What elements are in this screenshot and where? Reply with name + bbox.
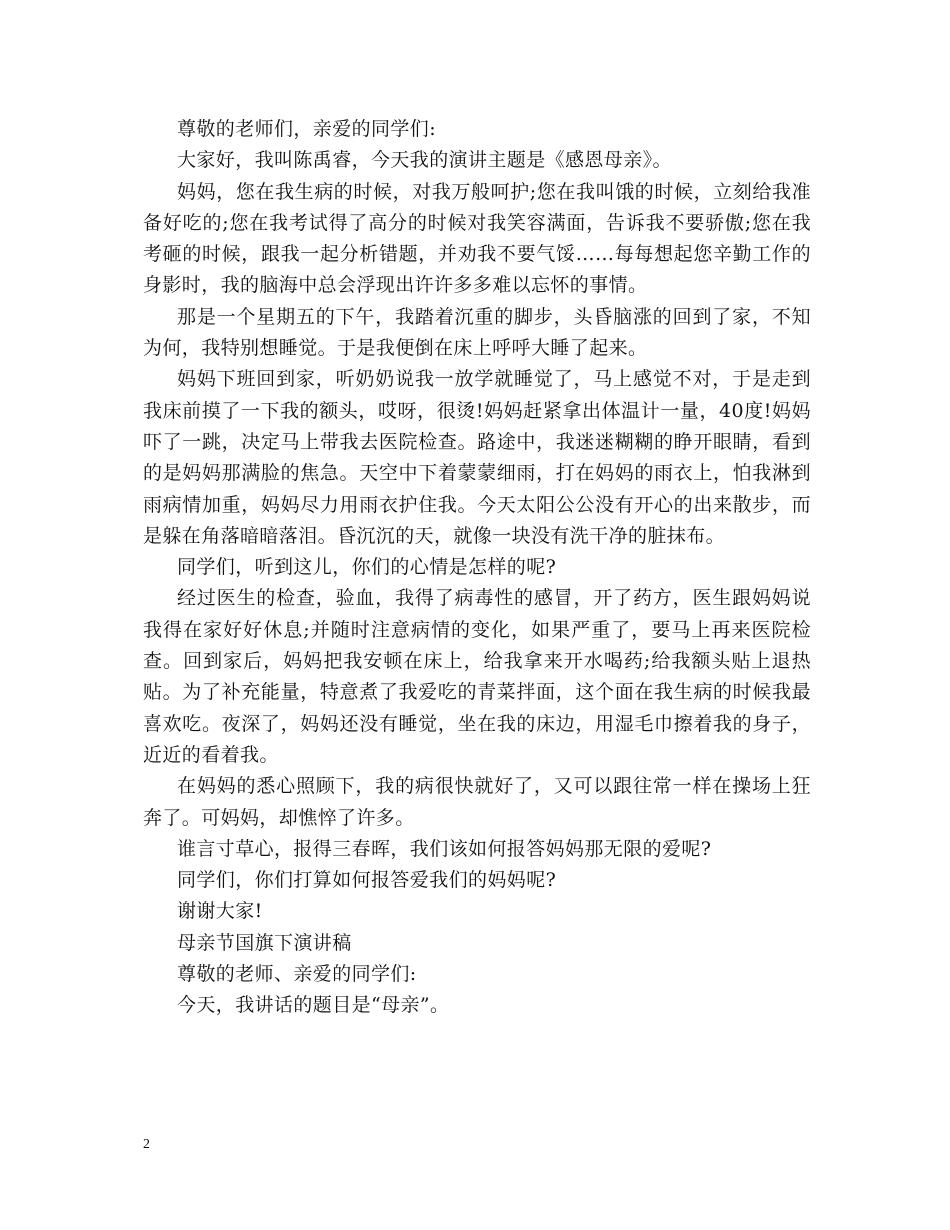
- paragraph: 谁言寸草心，报得三春晖，我们该如何报答妈妈那无限的爱呢?: [177, 837, 712, 860]
- paragraph: 大家好，我叫陈禹睿，今天我的演讲主题是《感恩母亲》。: [177, 149, 672, 172]
- page-number: 2: [143, 1137, 150, 1152]
- paragraph: 同学们，你们打算如何报答爱我们的妈妈呢?: [177, 869, 557, 892]
- paragraph: 经过医生的检查，验血，我得了病毒性的感冒，开了药方，医生跟妈妈说我得在家好好休息;并随时注意病情的变化，如果严重了，要马上再来医院检查。回到家后，妈妈把我安顿在床上，给我拿来开水喝药;给我额头贴上退热贴。为了补充能量，特意煮了我爱吃的青菜拌面，这个面在我生病的时候我最喜欢吃。夜深了，妈妈还没有睡觉，坐在我的床边，用湿毛巾擦着我的身子，近近的看着我。: [143, 587, 811, 766]
- paragraph: 尊敬的老师们，亲爱的同学们:: [177, 118, 437, 140]
- document-body: [143, 114, 811, 1022]
- paragraph: 妈妈，您在我生病的时候，对我万般呵护;您在我叫饿的时候，立刻给我准备好吃的;您在我考试得了高分的时候对我笑容满面，告诉我不要骄傲;您在我考砸的时候，跟我一起分析错题，并劝我不要气馁……每每想起您辛勤工作的身影时，我的脑海中总会浮现出许许多多难以忘怀的事情。: [143, 180, 811, 297]
- section-title: 母亲节国旗下演讲稿: [177, 931, 352, 954]
- paragraph: 同学们，听到这儿，你们的心情是怎样的呢?: [177, 556, 557, 579]
- paragraph: 谢谢大家!: [177, 900, 263, 923]
- paragraph: 那是一个星期五的下午，我踏着沉重的脚步，头昏脑涨的回到了家，不知为何，我特别想睡觉。于是我便倒在床上呼呼大睡了起来。: [143, 305, 811, 360]
- paragraph: 妈妈下班回到家，听奶奶说我一放学就睡觉了，马上感觉不对，于是走到我床前摸了一下我的额头，哎呀，很烫!妈妈赶紧拿出体温计一量，40度!妈妈吓了一跳，决定马上带我去医院检查。路途中，我迷迷糊糊的睁开眼睛，看到的是妈妈那满脸的焦急。天空中下着蒙蒙细雨，打在妈妈的雨衣上，怕我淋到雨病情加重，妈妈尽力用雨衣护住我。今天太阳公公没有开心的出来散步，而是躲在角落暗暗落泪。昏沉沉的天，就像一块没有洗干净的脏抹布。: [143, 368, 811, 547]
- paragraph: 尊敬的老师、亲爱的同学们:: [177, 963, 417, 986]
- paragraph: 今天，我讲话的题目是“母亲”。: [177, 994, 450, 1017]
- paragraph: 在妈妈的悉心照顾下，我的病很快就好了，又可以跟往常一样在操场上狂奔了。可妈妈，却憔悴了许多。: [143, 775, 811, 829]
